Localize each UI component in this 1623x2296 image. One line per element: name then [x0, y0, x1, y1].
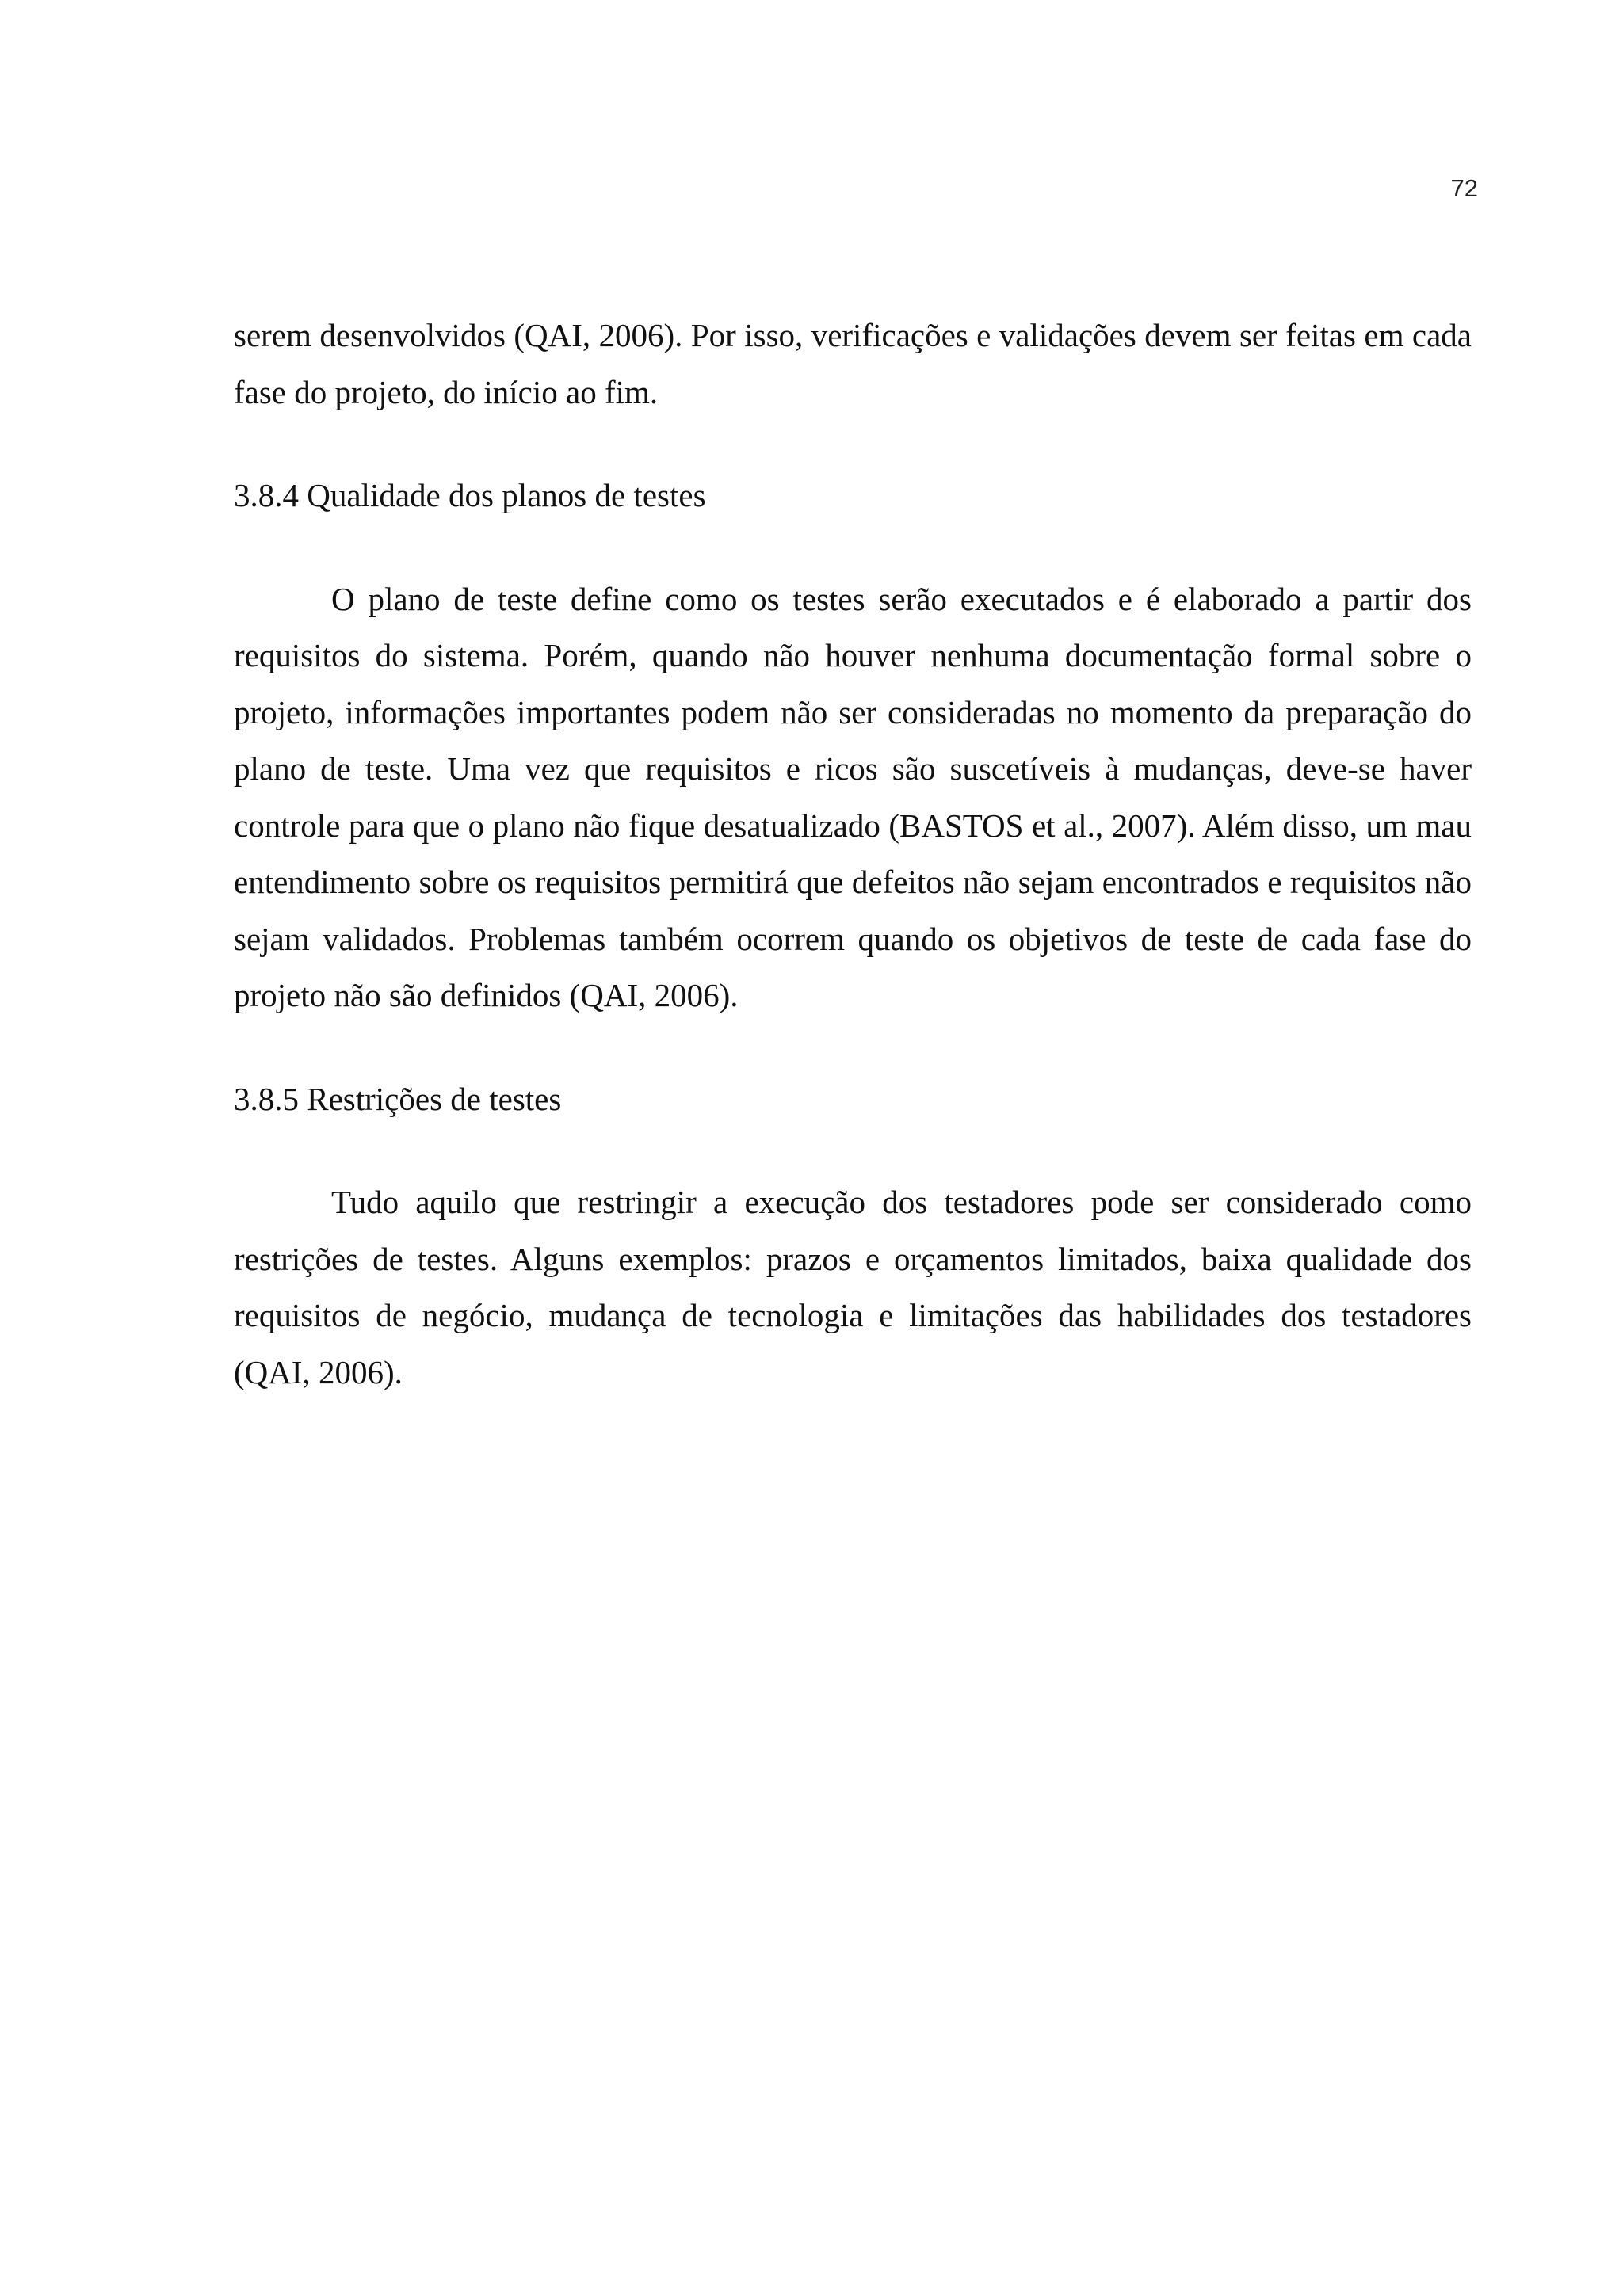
- section-heading-3-8-4: 3.8.4 Qualidade dos planos de testes: [234, 477, 706, 513]
- continued-paragraph: serem desenvolvidos (QAI, 2006). Por isso, verificações e validações devem ser feitas em cada fase do projeto, do início ao fim.: [234, 317, 1472, 410]
- paragraph-test-restrictions: Tudo aquilo que restringir a execução dos testadores pode ser considerado como restrições de testes. Alguns exemplos: prazos e orçamentos limitados, baixa qualidade dos requisitos de negócio, mudança de tecnologia e limitações das habilidades dos testadores (QAI, 2006).: [234, 1184, 1472, 1390]
- document-body: [234, 307, 1472, 1401]
- paragraph-test-plan-quality: O plano de teste define como os testes serão executados e é elaborado a partir dos requisitos do sistema. Porém, quando não houver nenhuma documentação formal sobre o projeto, informações importantes podem não ser consideradas no momento da preparação do plano de teste. Uma vez que requisitos e ricos são suscetíveis à mudanças, deve-se haver controle para que o plano não fique desatualizado (BASTOS et al., 2007). Além disso, um mau entendimento sobre os requisitos permitirá que defeitos não sejam encontrados e requisitos não sejam validados. Problemas também ocorrem quando os objetivos de teste de cada fase do projeto não são definidos (QAI, 2006).: [234, 580, 1472, 1013]
- page-number: 72: [1450, 174, 1478, 202]
- section-heading-3-8-5: 3.8.5 Restrições de testes: [234, 1080, 562, 1117]
